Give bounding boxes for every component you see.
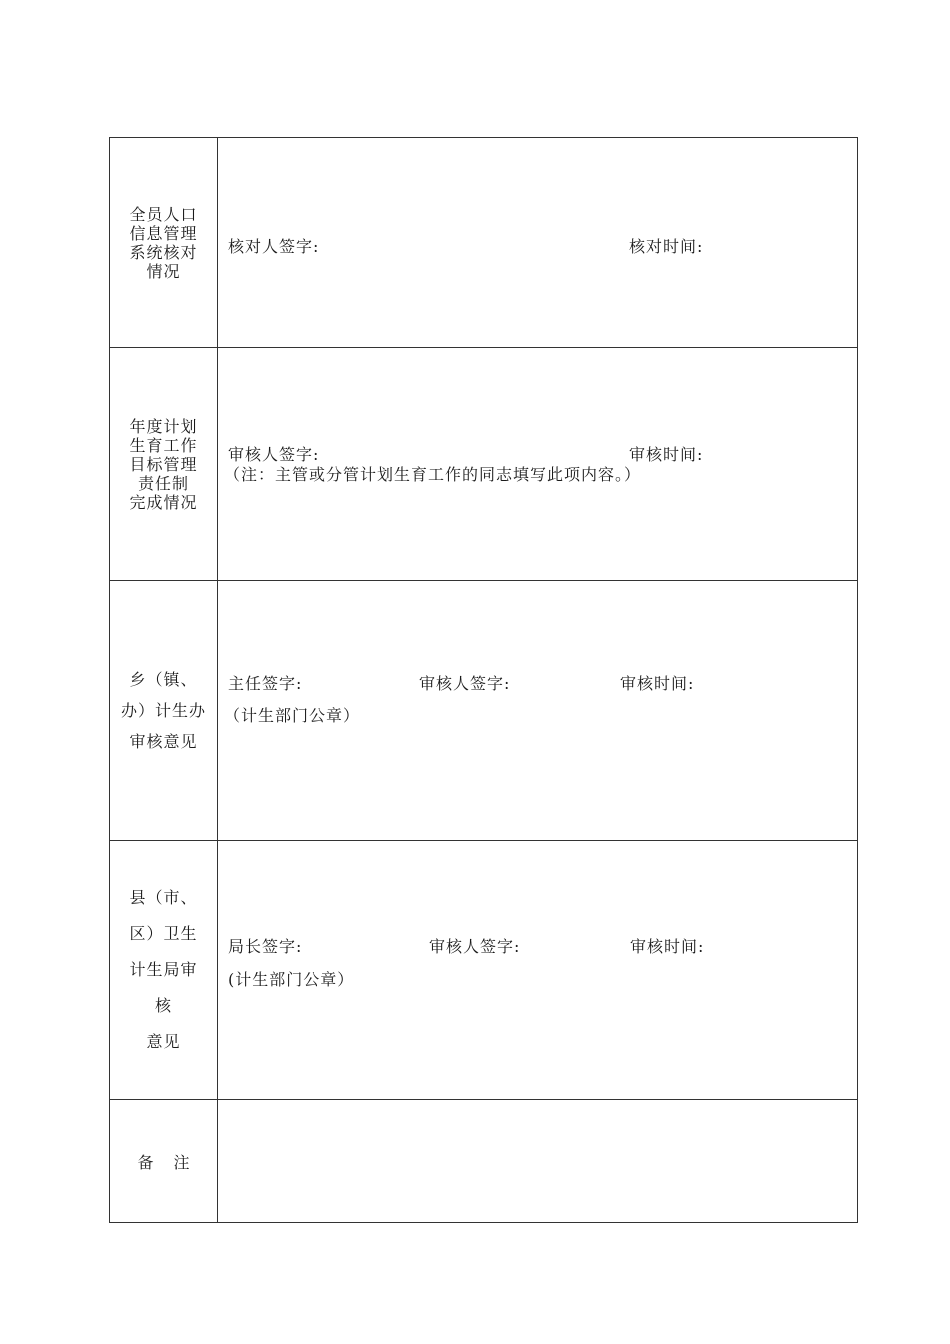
label-line: 乡（镇、 <box>129 670 198 689</box>
bureau-chief-signature-label: 局长签字: <box>228 937 303 956</box>
label-line: 县（市、 <box>129 888 198 907</box>
checker-signature-label: 核对人签字: <box>228 237 320 256</box>
row-label-population-info-check <box>110 138 218 348</box>
reviewer-signature-label: 审核人签字: <box>228 445 320 464</box>
row-label-township-review <box>110 581 218 841</box>
label-line: 完成情况 <box>129 492 198 512</box>
remarks-label: 备注 <box>137 1152 210 1172</box>
remarks-content-field[interactable] <box>218 1100 858 1223</box>
department-seal-label: (计生部门公章） <box>228 970 355 989</box>
label-line: 全员人口 <box>129 204 198 224</box>
label-line: 审核意见 <box>129 732 198 751</box>
row-content-annual-plan-target[interactable] <box>218 348 858 581</box>
form-row-remarks <box>110 1100 858 1223</box>
reviewer-signature-label: 审核人签字: <box>419 674 511 693</box>
label-line: 目标管理 <box>129 454 198 474</box>
form-row-township-review <box>110 581 858 841</box>
label-line: 情况 <box>146 261 181 281</box>
department-seal-label: （计生部门公章） <box>224 706 361 725</box>
row-content-county-review[interactable] <box>218 841 858 1100</box>
form-row-county-review <box>110 841 858 1100</box>
reviewer-signature-label: 审核人签字: <box>429 937 521 956</box>
label-line: 意见 <box>146 1032 181 1051</box>
review-time-label: 审核时间: <box>629 445 704 464</box>
label-line: 计生局审 <box>129 960 198 979</box>
row-label-remarks <box>110 1100 218 1223</box>
form-row-annual-plan-target <box>110 348 858 581</box>
director-signature-label: 主任签字: <box>228 674 303 693</box>
approval-form-table <box>109 137 858 1223</box>
form-row-population-info-check <box>110 138 858 348</box>
check-time-label: 核对时间: <box>629 237 704 256</box>
row-content-population-info-check[interactable] <box>218 138 858 348</box>
row-label-county-review <box>110 841 218 1100</box>
fill-in-note: （注：主管或分管计划生育工作的同志填写此项内容。） <box>224 465 642 484</box>
label-line: 年度计划 <box>129 416 198 436</box>
label-line: 核 <box>154 996 172 1015</box>
review-time-label: 审核时间: <box>620 674 695 693</box>
row-label-annual-plan-target <box>110 348 218 581</box>
label-line: 责任制 <box>137 473 189 493</box>
label-line: 生育工作 <box>129 435 198 455</box>
label-line: 系统核对 <box>129 242 198 262</box>
label-line: 信息管理 <box>129 223 198 243</box>
row-content-township-review[interactable] <box>218 581 858 841</box>
review-time-label: 审核时间: <box>630 937 705 956</box>
label-line: 区）卫生 <box>129 924 198 943</box>
label-line: 办）计生办 <box>120 701 206 720</box>
